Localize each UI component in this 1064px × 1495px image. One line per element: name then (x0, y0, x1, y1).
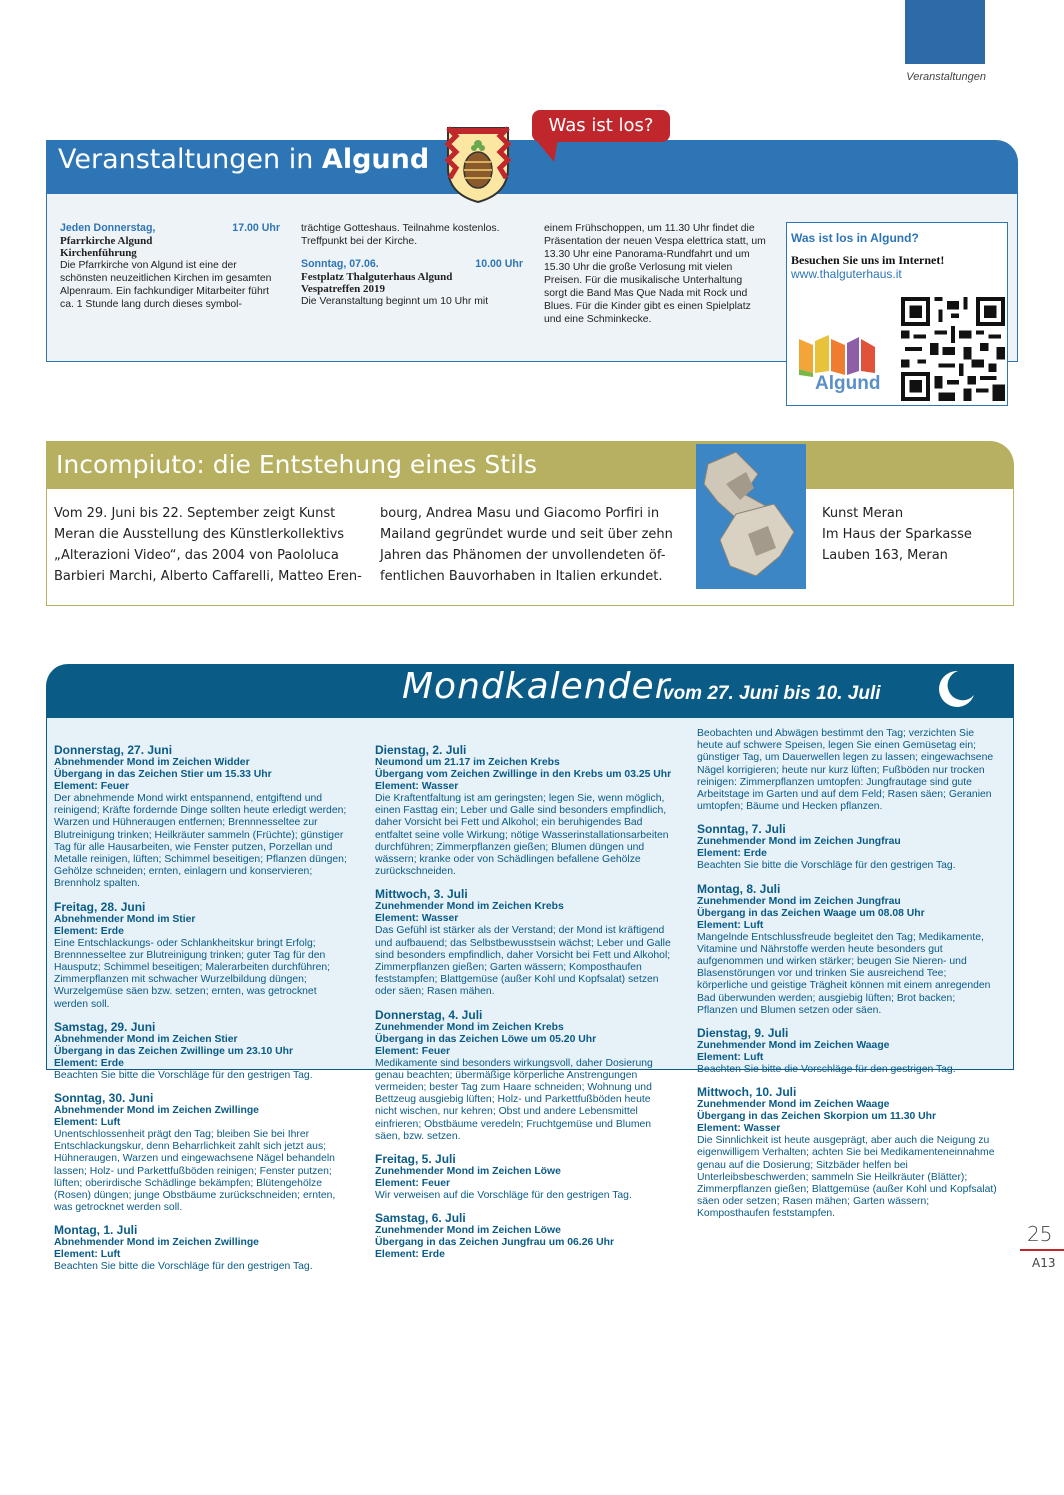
mond-day-text: Wir verweisen auf die Vorschläge für den gestrigen Tag. (375, 1190, 632, 1202)
mondkalender-subtitle: vom 27. Juni bis 10. Juli (663, 683, 881, 704)
mond-day-subtitle: Übergang in das Zeichen Zwillinge um 23.10 Uhr (54, 1045, 294, 1057)
mond-day-subtitle: Zunehmender Mond im Zeichen Krebs (375, 1021, 564, 1033)
mond-day-entry (375, 1009, 675, 1143)
mond-day-title: Sonntag, 7. Juli (697, 822, 786, 837)
mond-day-entry (54, 901, 352, 1011)
mond-day-title: Dienstag, 9. Juli (697, 1026, 789, 1041)
mond-day-subtitle: Abnehmender Mond im Stier (54, 913, 196, 925)
section-label: Veranstaltungen (906, 71, 986, 83)
mond-day-subtitle: Übergang in das Zeichen Jungfrau um 06.26 Uhr (375, 1237, 615, 1249)
mond-day-entry (697, 1027, 997, 1076)
incompiuto-text-col1: Vom 29. Juni bis 22. September zeigt Kunst Meran die Ausstellung des Künstlerkollektivs „Alterazioni Video“, das 2004 von Paololuca Barbieri Marchi, Alberto Caffarelli, Matteo Eren- (54, 506, 362, 584)
mond-day-text: Beachten Sie bitte die Vorschläge für den gestrigen Tag. (697, 1064, 956, 1076)
was-ist-los-bubble: Was ist los? (532, 110, 670, 142)
page-code: A13 (1032, 1256, 1056, 1270)
mond-day-title: Mittwoch, 3. Juli (375, 887, 468, 902)
mond-day-subtitle: Element: Feuer (375, 1045, 451, 1057)
mond-day-text: Beobachten und Abwägen bestimmt den Tag; verzichten Sie heute auf schwere Speisen, legen Sie einen Gemüsetag ein; günstiger Tag, um Dauerwellen legen zu lassen; eingewachsene Nägel korrigieren; heute nur kurz lüften; Fußböden nur trocken reinigen: Zimmerpflanzen umtopfen: Jungfrautage sind gute Arbeitstage im Garten und auf dem Feld; Rasen säen; Geranien umtopfen; Bäume und Hecken pflanzen. (697, 728, 994, 813)
mond-day-entry (697, 728, 997, 813)
mond-day-entry (375, 744, 675, 878)
mond-day-subtitle: Element: Wasser (697, 1123, 781, 1135)
mond-day-text: Medikamente sind besonders wirkungsvoll, daher Dosierung genau beachten; übermäßige körperliche Anstrengungen vermeiden; bester Tag zum Haare schneiden; Wohnung und Bettzeug ausgiebig lüften; Holz- und Parkettfußböden heute nicht wischen, nur kehren; Obst und andere Lebensmittel einfrieren; Obstbäume veredeln; Fruchtgemüse und Blumen säen, bzw. setzen. (375, 1057, 653, 1142)
mond-day-title: Mittwoch, 10. Juli (697, 1085, 797, 1100)
mond-day-text: Beachten Sie bitte die Vorschläge für den gestrigen Tag. (54, 1261, 313, 1273)
mond-day-subtitle: Zunehmender Mond im Zeichen Krebs (375, 901, 564, 913)
mond-day-subtitle: Neumond um 21.17 im Zeichen Krebs (375, 757, 560, 768)
mond-day-entry (375, 1153, 675, 1202)
mond-day-subtitle: Element: Luft (54, 1249, 121, 1261)
mond-day-subtitle: Übergang in das Zeichen Löwe um 05.20 Uhr (375, 1033, 597, 1045)
mond-day-title: Freitag, 28. Juni (54, 899, 146, 914)
mond-day-subtitle: Element: Luft (54, 1117, 121, 1129)
mond-day-subtitle: Übergang in das Zeichen Waage um 08.08 Uhr (697, 907, 925, 919)
mond-day-text: Der abnehmende Mond wirkt entspannend, entgiftend und reinigend; Kräfte fordernde Dinge sollten heute erledigt werden; Warzen und Hühneraugen entfernen; Brennnesseltee zur Blutreinigung trinken; Heilkräuter sammeln (Früchte); günstiger Tag für alle Hausarbeiten, wie Fenster putzen, Porzellan und Metalle reinigen, lüften; Schimmel beseitigen; Pflanzen düngen; Gehölze schneiden; ernten, einlagern und konservieren; Brennholz spalten. (54, 793, 347, 890)
mond-day-subtitle: Element: Luft (697, 1052, 764, 1064)
mond-day-entry (697, 823, 997, 872)
mond-day-text: Die Sinnlichkeit ist heute ausgeprägt, aber auch die Neigung zu eigenwilligem Verhalten; achten Sie bei Medikamenteneinnahme genau auf die Dosierung; Sitzbäder helfen bei Unterleibsbeschwerden; sammeln Sie Heilkräuter (Blätter); Zimmerpflanzen gießen; Blattgemüse (außer Kohl und Kopfsalat) säen oder setzen; Rasen mähen; Garten wässern; Komposthaufen feststampfen. (697, 1135, 997, 1220)
mond-day-subtitle: Element: Wasser (375, 913, 459, 925)
mond-day-subtitle: Element: Erde (375, 1249, 445, 1261)
mond-day-subtitle: Element: Feuer (54, 781, 130, 792)
page-corner-tab (905, 0, 985, 64)
mond-day-subtitle: Übergang in das Zeichen Stier um 15.33 Uhr (54, 769, 272, 780)
mond-day-subtitle: Zunehmender Mond im Zeichen Waage (697, 1099, 890, 1111)
algund-coat-of-arms-icon (444, 124, 512, 204)
mond-day-subtitle: Zunehmender Mond im Zeichen Jungfrau (697, 895, 901, 907)
algund-event-3: einem Frühschoppen, um 11.30 Uhr findet die Präsentation der neuen Vespa elettrica statt, um 13.30 Uhr eine Panorama-Rundfahrt und um 15.30 Uhr die große Verlosung mit vielen Preisen. Für die musikalische Unterhaltung sorgt die Band Mas Que Nada mit Rock und Blues. Für die Kinder gibt es einen Spielplatz und eine Schminkecke. (544, 223, 766, 325)
mond-day-title: Donnerstag, 27. Juni (54, 743, 173, 757)
mond-day-text: Eine Entschlackungs- oder Schlankheitskur bringt Erfolg; Brennnesseltee zur Blutreinigung trinken; guter Tag für den Hausputz; Schimmel beseitigen; Malerarbeiten durchführen; Zimmerpflanzen mit schwacher Wurzelbildung düngen; Wurzelgemüse säen bzw. setzen; ernten, was getrocknet werden soll. (54, 937, 331, 1010)
mond-day-title: Montag, 1. Juli (54, 1223, 138, 1238)
mond-day-entry (375, 888, 675, 998)
mond-day-title: Freitag, 5. Juli (375, 1152, 456, 1167)
mond-day-subtitle: Abnehmender Mond im Zeichen Zwillinge (54, 1105, 259, 1117)
mond-day-entry (54, 1224, 352, 1273)
mond-day-entry (375, 1212, 675, 1261)
algund-web-box: Was ist los in Algund? Besuchen Sie uns im Internet! www.thalguterhaus.it Algund (786, 222, 1008, 406)
mond-day-subtitle: Element: Wasser (375, 781, 459, 792)
mond-day-subtitle: Zunehmender Mond im Zeichen Waage (697, 1040, 890, 1052)
incompiuto-address: Kunst Meran Im Haus der Sparkasse Lauben 163, Meran (822, 506, 972, 563)
mond-day-entry (697, 883, 997, 1017)
mond-day-title: Montag, 8. Juli (697, 881, 781, 896)
mond-day-entry (697, 1086, 997, 1220)
mond-day-title: Samstag, 29. Juni (54, 1019, 156, 1034)
page-divider (1020, 1249, 1064, 1251)
mond-day-text: Beachten Sie bitte die Vorschläge für den gestrigen Tag. (54, 1069, 313, 1081)
mond-day-text: Beachten Sie bitte die Vorschläge für den gestrigen Tag. (697, 860, 956, 872)
algund-title: Veranstaltungen in Algund (58, 144, 430, 175)
mond-day-subtitle: Zunehmender Mond im Zeichen Löwe (375, 1166, 561, 1178)
website-link[interactable]: www.thalguterhaus.it (791, 267, 902, 281)
mond-column-1 (54, 728, 352, 1284)
mond-day-entry (54, 744, 352, 891)
mond-day-title: Sonntag, 30. Juni (54, 1091, 154, 1106)
mond-day-subtitle: Abnehmender Mond im Zeichen Stier (54, 1033, 238, 1045)
mond-day-subtitle: Übergang vom Zeichen Zwillinge in den Krebs um 03.25 Uhr (375, 769, 672, 780)
mond-column-2 (375, 728, 675, 1271)
mond-day-subtitle: Zunehmender Mond im Zeichen Jungfrau (697, 836, 901, 848)
mond-day-entry (54, 1021, 352, 1082)
mond-day-subtitle: Element: Luft (697, 919, 764, 931)
mond-day-title: Donnerstag, 4. Juli (375, 1007, 483, 1022)
artwork-image (696, 444, 806, 589)
incompiuto-title: Incompiuto: die Entstehung eines Stils (56, 450, 537, 479)
mond-day-title: Dienstag, 2. Juli (375, 743, 467, 757)
mond-day-subtitle: Element: Erde (54, 925, 124, 937)
mond-day-subtitle: Übergang in das Zeichen Skorpion um 11.30 Uhr (697, 1111, 937, 1123)
mond-day-subtitle: Abnehmender Mond im Zeichen Widder (54, 757, 250, 768)
mond-day-subtitle: Zunehmender Mond im Zeichen Löwe (375, 1225, 561, 1237)
mond-day-text: Unentschlossenheit prägt den Tag; bleiben Sie bei Ihrer Entschlackungskur, denn Beharrlichkeit zahlt sich jetzt aus; Hühneraugen, Warzen und eingewachsene Nägel behandeln lassen; Holz- und Parkettfußböden reinigen; Fenster putzen; lüften; oberirdische Schädlinge bekämpfen; Blütengehölze (Rosen) düngen; junge Obstbäume zurückschneiden; ernten, was getrocknet werden soll. (54, 1129, 336, 1214)
mond-day-entry (54, 1092, 352, 1214)
mond-day-subtitle: Element: Erde (54, 1057, 124, 1069)
mond-day-subtitle: Element: Feuer (375, 1178, 451, 1190)
algund-event-2: trächtige Gotteshaus. Teilnahme kostenlos. Treffpunkt bei der Kirche. Sonntag, 07.06. 10.00 Uhr Festplatz Thalguterhaus Algund Vespatreffen 2019 Die Veranstaltung beginnt um 10 Uhr mit (301, 223, 523, 307)
mond-day-title: Samstag, 6. Juli (375, 1211, 466, 1226)
page-number: 25 (1027, 1222, 1053, 1246)
crescent-moon-icon (936, 669, 976, 709)
mondkalender-title: Mondkalender (402, 666, 671, 707)
mond-day-subtitle: Abnehmender Mond im Zeichen Zwillinge (54, 1237, 259, 1249)
algund-event-1: Jeden Donnerstag, 17.00 Uhr Pfarrkirche Algund Kirchenführung Die Pfarrkirche von Algund ist eine der schönsten neuzeitlichen Kirchen im gesamten Alpenraum. Ein fachkundiger Mitarbeiter führt ca. 1 Stunde lang durch dieses symbol- (60, 222, 280, 310)
mond-day-text: Mangelnde Entschlussfreude begleitet den Tag; Medikamente, Vitamine und Nährstoffe werden heute besonders gut aufgenommen und wirken stärker; beugen Sie Nieren- und Blasenstörungen vor und trinken Sie ausreichend Tee; körperliche und geistige Trägheit können mit einem anregenden Bad überwunden werden; ausgiebig lüften; Brot backen; Pflanzen und Blumen setzen oder säen. (697, 931, 991, 1016)
mond-day-subtitle: Element: Erde (697, 848, 767, 860)
incompiuto-text-col2: bourg, Andrea Masu und Giacomo Porfiri in Mailand gegründet wurde und seit über zehn Jahren das Phänomen der unvollendeten öf-fentlichen Bauvorhaben in Italien erkundet. (380, 506, 673, 584)
mond-day-text: Die Kraftentfaltung ist am geringsten; legen Sie, wenn möglich, einen Fasttag ein; Leber und Galle sind besonders empfindlich, daher Vorsicht bei Fett und Alkohol; ein beruhigendes Bad entfaltet seine volle Wirkung; nötige Wasserinstallationsarbeiten durchführen; Zimmerpflanzen gießen; Blumen düngen und wässern; kranke oder von Schädlingen befallene Gehölze zurückschneiden. (375, 793, 669, 878)
qr-code-icon[interactable] (901, 297, 1005, 401)
mond-column-3 (697, 728, 997, 1231)
mond-day-text: Das Gefühl ist stärker als der Verstand; der Mond ist kräftigend und aufbauend; das Selbstbewusstsein wächst; Leber und Galle sind besonders empfindlich, daher Vorsicht bei Fett und Alkohol; Zimmerpflanzen gießen; Garten wässern; Komposthaufen feststampfen; Blattgemüse (außer Kohl und Kopfsalat) setzen oder säen; Rasen mähen. (375, 925, 671, 998)
